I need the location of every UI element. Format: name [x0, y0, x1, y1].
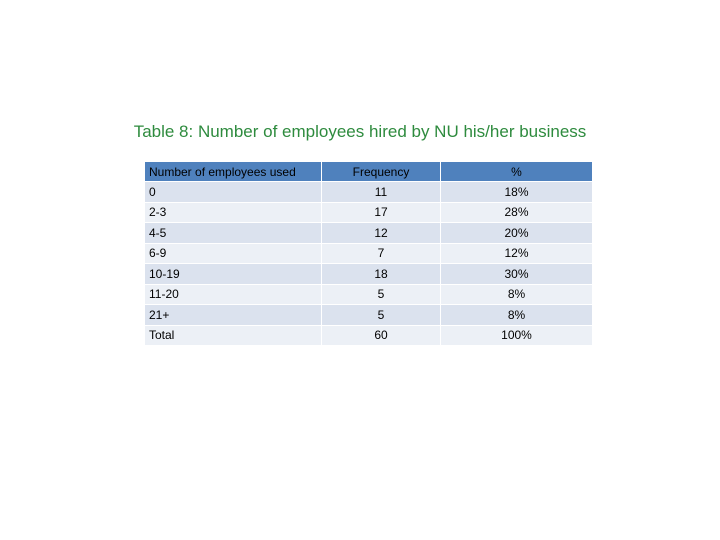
table-row [145, 243, 593, 264]
employees-table [145, 162, 593, 346]
table-row [145, 305, 593, 326]
table-header [145, 162, 593, 182]
table-row [145, 202, 593, 223]
cell-employees: 11-20 [145, 284, 322, 305]
header-frequency: Frequency [322, 162, 441, 182]
cell-percent: 30% [441, 264, 593, 285]
cell-frequency: 12 [322, 223, 441, 244]
cell-percent: 20% [441, 223, 593, 244]
cell-percent: 8% [441, 284, 593, 305]
header-employees-used: Number of employees used [145, 162, 322, 182]
cell-employees: 6-9 [145, 243, 322, 264]
table-row [145, 182, 593, 203]
table-row [145, 264, 593, 285]
cell-frequency: 17 [322, 202, 441, 223]
header-percent: % [441, 162, 593, 182]
cell-frequency: 5 [322, 284, 441, 305]
cell-percent: 28% [441, 202, 593, 223]
cell-employees: 10-19 [145, 264, 322, 285]
cell-percent: 12% [441, 243, 593, 264]
header-row [145, 162, 593, 182]
cell-employees: Total [145, 325, 322, 346]
cell-percent: 18% [441, 182, 593, 203]
cell-employees: 4-5 [145, 223, 322, 244]
cell-frequency: 18 [322, 264, 441, 285]
cell-employees: 21+ [145, 305, 322, 326]
cell-frequency: 7 [322, 243, 441, 264]
cell-frequency: 11 [322, 182, 441, 203]
cell-employees: 2-3 [145, 202, 322, 223]
table-body [145, 182, 593, 346]
table-row [145, 284, 593, 305]
cell-employees: 0 [145, 182, 322, 203]
cell-percent: 8% [441, 305, 593, 326]
cell-percent: 100% [441, 325, 593, 346]
cell-frequency: 60 [322, 325, 441, 346]
table-title: Table 8: Number of employees hired by NU his/her business [133, 122, 587, 141]
table-row [145, 223, 593, 244]
cell-frequency: 5 [322, 305, 441, 326]
table-row-total [145, 325, 593, 346]
